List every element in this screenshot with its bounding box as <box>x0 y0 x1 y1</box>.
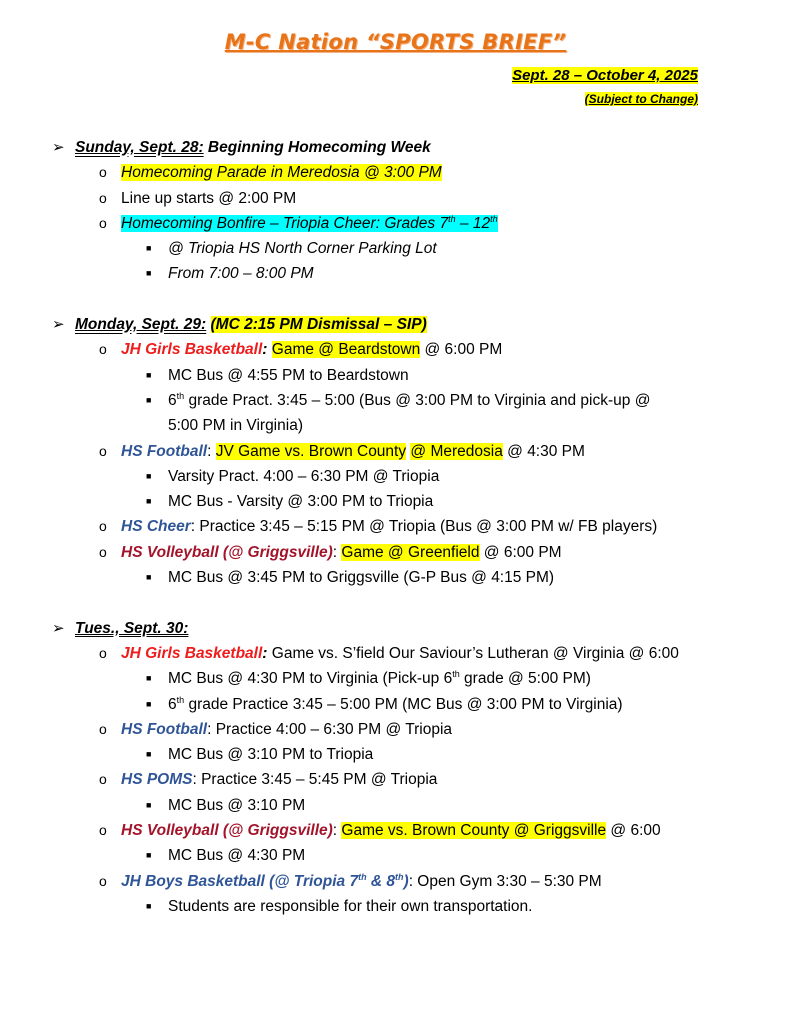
event-text: Game vs. S’field Our Saviour’s Lutheran @ Virginia @ 6:00 <box>267 644 679 662</box>
event-text: : Practice 3:45 – 5:15 PM @ Triopia (Bus @ 3:00 PM w/ FB players) <box>190 518 658 536</box>
sub-item <box>0 894 791 919</box>
team-name-part: ) <box>403 872 409 890</box>
spacer <box>0 287 791 312</box>
detail-text: MC Bus - Varsity @ 3:00 PM to Triopia <box>168 493 434 511</box>
circle-bullet-icon: o <box>99 164 107 181</box>
detail-text <box>168 696 623 713</box>
sub-item <box>0 692 791 717</box>
superscript: th <box>176 694 185 705</box>
detail-text: MC Bus @ 3:10 PM to Triopia <box>168 746 374 764</box>
separator: : <box>262 644 268 662</box>
square-bullet-icon: ■ <box>146 850 152 861</box>
detail-text <box>168 392 650 409</box>
circle-bullet-icon: o <box>99 518 107 535</box>
detail-text-part: 6 <box>168 391 177 409</box>
sub-item-continuation <box>0 413 791 438</box>
team-name-part: JH Boys Basketball (@ Triopia 7 <box>121 872 359 890</box>
event-time: @ 6:00 <box>606 822 661 840</box>
schedule-list <box>0 135 791 919</box>
team-name: JH Girls Basketball <box>121 644 263 662</box>
circle-bullet-icon: o <box>99 442 107 459</box>
detail-text-part: grade Practice 3:45 – 5:00 PM (MC Bus @ 3:00 PM to Virginia) <box>184 695 623 713</box>
sub-item <box>0 793 791 818</box>
sub-item <box>0 261 791 286</box>
event-time: @ 6:00 PM <box>479 543 562 561</box>
circle-bullet-icon: o <box>99 822 107 839</box>
square-bullet-icon: ■ <box>146 268 152 279</box>
detail-text: MC Bus @ 3:45 PM to Griggsville (G-P Bus @ 4:15 PM) <box>168 569 555 587</box>
day-monday <box>0 312 791 337</box>
square-bullet-icon: ■ <box>146 673 152 684</box>
circle-bullet-icon: o <box>99 644 107 661</box>
event-time: @ 4:30 PM <box>502 442 585 460</box>
day-label: Sunday, Sept. 28: <box>75 139 204 156</box>
separator: : <box>332 822 342 840</box>
event-text: : Open Gym 3:30 – 5:30 PM <box>408 872 602 890</box>
day-tuesday <box>0 616 791 641</box>
team-name: HS POMS <box>121 771 193 789</box>
team-name: HS Football <box>121 442 208 460</box>
day-note: (MC 2:15 PM Dismissal – SIP) <box>210 316 427 334</box>
event-text: Game @ Greenfield <box>341 543 480 561</box>
detail-text: From 7:00 – 8:00 PM <box>168 265 314 283</box>
detail-text: Varsity Pract. 4:00 – 6:30 PM @ Triopia <box>168 467 440 485</box>
square-bullet-icon: ■ <box>146 369 152 380</box>
list-item <box>0 641 791 666</box>
circle-bullet-icon: o <box>99 341 107 358</box>
event-time: @ 6:00 PM <box>420 341 503 359</box>
detail-text-part: MC Bus @ 4:30 PM to Virginia (Pick-up 6 <box>168 670 453 688</box>
day-label: Monday, Sept. 29: <box>75 316 207 334</box>
separator: : <box>332 543 342 561</box>
detail-text <box>168 670 591 687</box>
circle-bullet-icon: o <box>99 771 107 788</box>
detail-text: MC Bus @ 4:30 PM <box>168 847 306 865</box>
spacer <box>0 590 791 615</box>
list-item <box>0 160 791 185</box>
team-name: HS Cheer <box>121 518 191 536</box>
list-item <box>0 337 791 362</box>
detail-text: Students are responsible for their own transportation. <box>168 897 533 915</box>
square-bullet-icon: ■ <box>146 749 152 760</box>
list-item <box>0 186 791 211</box>
sub-item <box>0 489 791 514</box>
team-name: JH Girls Basketball <box>121 341 263 359</box>
team-name: HS Volleyball (@ Griggsville) <box>121 543 333 561</box>
detail-text: MC Bus @ 3:10 PM <box>168 796 306 814</box>
document-title: M-C Nation “SPORTS BRIEF” <box>224 30 567 54</box>
day-label: Tues., Sept. 30: <box>75 619 189 637</box>
sub-item <box>0 388 791 413</box>
circle-bullet-icon: o <box>99 720 107 737</box>
list-item <box>0 869 791 894</box>
list-item <box>0 439 791 464</box>
event-text: Game vs. Brown County @ Griggsville <box>341 822 607 840</box>
circle-bullet-icon: o <box>99 189 107 206</box>
team-name: HS Volleyball (@ Griggsville) <box>121 822 333 840</box>
team-name <box>121 873 409 890</box>
circle-bullet-icon: o <box>99 543 107 560</box>
superscript: th <box>448 213 456 224</box>
square-bullet-icon: ■ <box>146 496 152 507</box>
sub-item <box>0 565 791 590</box>
square-bullet-icon: ■ <box>146 394 152 405</box>
event-location: @ Meredosia <box>410 442 503 460</box>
detail-text: @ Triopia HS North Corner Parking Lot <box>168 240 437 258</box>
event-text-part: – 12 <box>455 214 491 232</box>
event-text: Homecoming Parade in Meredosia @ 3:00 PM <box>121 164 442 182</box>
event-text <box>121 215 498 232</box>
list-item <box>0 767 791 792</box>
day-sunday <box>0 135 791 160</box>
date-range: Sept. 28 – October 4, 2025 <box>512 67 698 84</box>
arrow-bullet-icon: ➢ <box>52 139 65 156</box>
detail-text: 5:00 PM in Virginia) <box>168 417 303 435</box>
event-text: : Practice 4:00 – 6:30 PM @ Triopia <box>207 720 453 738</box>
square-bullet-icon: ■ <box>146 698 152 709</box>
event-text: : Practice 3:45 – 5:45 PM @ Triopia <box>192 771 438 789</box>
sub-item <box>0 236 791 261</box>
detail-text-part: grade @ 5:00 PM) <box>459 670 591 688</box>
list-item <box>0 514 791 539</box>
event-text-part: Homecoming Bonfire – Triopia Cheer: Grades 7 <box>121 214 449 232</box>
team-name: HS Football <box>121 720 208 738</box>
title-container <box>0 28 791 56</box>
list-item <box>0 211 791 236</box>
separator: : <box>207 442 216 460</box>
detail-text-part: grade Pract. 3:45 – 5:00 (Bus @ 3:00 PM to Virginia and pick-up @ <box>184 391 651 409</box>
superscript: th <box>358 871 367 882</box>
detail-text: MC Bus @ 4:55 PM to Beardstown <box>168 366 409 384</box>
sub-item <box>0 464 791 489</box>
square-bullet-icon: ■ <box>146 572 152 583</box>
sub-item <box>0 363 791 388</box>
event-text: Line up starts @ 2:00 PM <box>121 189 297 207</box>
superscript: th <box>490 213 498 224</box>
superscript: th <box>395 871 404 882</box>
separator: : <box>262 341 268 359</box>
list-item <box>0 818 791 843</box>
list-item <box>0 540 791 565</box>
sub-item <box>0 742 791 767</box>
detail-text-part: 6 <box>168 695 177 713</box>
event-text: JV Game vs. Brown County <box>215 442 407 460</box>
day-note: Beginning Homecoming Week <box>203 139 431 156</box>
square-bullet-icon: ■ <box>146 243 152 254</box>
square-bullet-icon: ■ <box>146 900 152 911</box>
sub-item <box>0 666 791 691</box>
circle-bullet-icon: o <box>99 214 107 231</box>
event-text: Game @ Beardstown <box>271 341 421 359</box>
arrow-bullet-icon: ➢ <box>52 619 65 637</box>
circle-bullet-icon: o <box>99 872 107 889</box>
sub-item <box>0 843 791 868</box>
superscript: th <box>176 390 185 401</box>
square-bullet-icon: ■ <box>146 470 152 481</box>
arrow-bullet-icon: ➢ <box>52 316 65 334</box>
list-item <box>0 717 791 742</box>
square-bullet-icon: ■ <box>146 799 152 810</box>
subject-to-change-note: (Subject to Change) <box>584 92 698 106</box>
team-name-part: & 8 <box>366 872 396 890</box>
superscript: th <box>452 669 460 680</box>
